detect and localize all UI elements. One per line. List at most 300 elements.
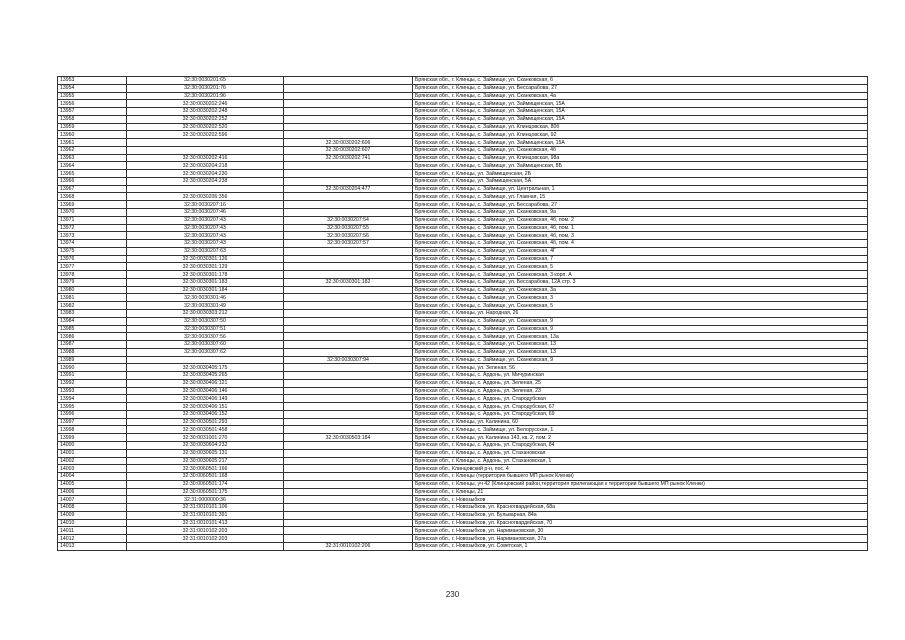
address-cell: Брянская обл., г. Клинцы, с. Займище, ул. Сканковская, 13 — [413, 348, 868, 356]
table-row — [58, 410, 868, 418]
cadastral-number-cell: 32:30:0030202:248 — [127, 108, 284, 116]
table-row — [58, 146, 868, 154]
table-row — [58, 379, 868, 387]
table-row — [58, 372, 868, 380]
cadastral-number-cell: 32:30:0030202:252 — [127, 115, 284, 123]
record-number-cell: 13999 — [58, 434, 127, 442]
address-cell: Брянская обл., г. Клинцы, с. Займище, ул. Сканковская, 5 — [413, 302, 868, 310]
record-number-cell: 13995 — [58, 403, 127, 411]
cadastral-number-cell: 32:30:0030501:458 — [127, 426, 284, 434]
address-cell: Брянская обл., г. Клинцы, с. Займище, ул. Бессарабова, 27 — [413, 84, 868, 92]
address-cell: Брянская обл., г. Новозыбков — [413, 496, 868, 504]
object-cadastral-number-cell — [284, 100, 413, 108]
record-number-cell: 14002 — [58, 457, 127, 465]
table-row — [58, 395, 868, 403]
object-cadastral-number-cell — [284, 372, 413, 380]
record-number-cell: 14010 — [58, 519, 127, 527]
record-number-cell: 13994 — [58, 395, 127, 403]
object-cadastral-number-cell — [284, 387, 413, 395]
cadastral-number-cell: 32:30:0030207:43 — [127, 232, 284, 240]
address-cell: Брянская обл., г. Клинцы, с. Займище, ул. Сканковская, 9 — [413, 325, 868, 333]
record-number-cell: 14009 — [58, 511, 127, 519]
address-cell: Брянская обл., г. Клинцы, с. Займище, ул. Займищенская, 15А — [413, 139, 868, 147]
table-row — [58, 542, 868, 550]
record-number-cell: 14007 — [58, 496, 127, 504]
record-number-cell: 13964 — [58, 162, 127, 170]
cadastral-number-cell: 32:30:0030307:50 — [127, 317, 284, 325]
object-cadastral-number-cell: 32:30:0030307:94 — [284, 356, 413, 364]
cadastral-number-cell: 32:30:0060501:166 — [127, 465, 284, 473]
table-row — [58, 177, 868, 185]
address-cell: Брянская обл., г. Клинцы, ул. Займищенская, 5А — [413, 177, 868, 185]
table-row — [58, 162, 868, 170]
object-cadastral-number-cell: 32:30:0030207:56 — [284, 232, 413, 240]
table-row — [58, 309, 868, 317]
record-number-cell: 13975 — [58, 247, 127, 255]
table-row — [58, 496, 868, 504]
record-number-cell: 14005 — [58, 480, 127, 488]
cadastral-number-cell: 32:30:0030605:217 — [127, 457, 284, 465]
object-cadastral-number-cell — [284, 170, 413, 178]
object-cadastral-number-cell — [284, 465, 413, 473]
record-number-cell: 13973 — [58, 232, 127, 240]
table-row — [58, 519, 868, 527]
cadastral-number-cell: 32:30:0030301:184 — [127, 286, 284, 294]
table-row — [58, 271, 868, 279]
cadastral-number-cell: 32:30:0030303:212 — [127, 309, 284, 317]
record-number-cell: 13968 — [58, 193, 127, 201]
record-number-cell: 13965 — [58, 170, 127, 178]
address-cell: Брянская обл., Клинцовский р-н, пос. 4 — [413, 465, 868, 473]
object-cadastral-number-cell: 32:30:0030207:54 — [284, 216, 413, 224]
cadastral-number-cell: 32:31:0010101:106 — [127, 504, 284, 512]
cadastral-number-cell: 32:31:0010102:203 — [127, 535, 284, 543]
cadastral-number-cell: 32:30:0030405:265 — [127, 372, 284, 380]
record-number-cell: 13977 — [58, 263, 127, 271]
table-row — [58, 465, 868, 473]
table-row — [58, 154, 868, 162]
object-cadastral-number-cell — [284, 348, 413, 356]
cadastral-number-cell: 32:30:0030301:126 — [127, 255, 284, 263]
record-number-cell: 13966 — [58, 177, 127, 185]
table-row — [58, 418, 868, 426]
record-number-cell: 14006 — [58, 488, 127, 496]
record-number-cell: 13956 — [58, 100, 127, 108]
registry-table — [57, 76, 868, 551]
object-cadastral-number-cell — [284, 108, 413, 116]
record-number-cell: 13972 — [58, 224, 127, 232]
cadastral-number-cell: 32:30:0030406:152 — [127, 410, 284, 418]
table-row — [58, 84, 868, 92]
record-number-cell: 13963 — [58, 154, 127, 162]
record-number-cell: 13998 — [58, 426, 127, 434]
cadastral-number-cell: 32:30:0030301:183 — [127, 278, 284, 286]
address-cell: Брянская обл., г. Клинцы, с. Займище, ул. Белорусская, 1 — [413, 426, 868, 434]
table-row — [58, 255, 868, 263]
cadastral-number-cell: 32:30:0030201:96 — [127, 92, 284, 100]
record-number-cell: 14003 — [58, 465, 127, 473]
table-row — [58, 77, 868, 85]
cadastral-number-cell: 32:30:0030201:65 — [127, 77, 284, 85]
cadastral-number-cell: 32:30:0030605:131 — [127, 449, 284, 457]
table-row — [58, 473, 868, 481]
record-number-cell: 14008 — [58, 504, 127, 512]
table-row — [58, 434, 868, 442]
address-cell: Брянская обл., г. Клинцы, с. Ардонь, ул. Зеленая, 23 — [413, 387, 868, 395]
table-row — [58, 488, 868, 496]
registry-table-container — [57, 76, 855, 551]
cadastral-number-cell: 32:30:0030301:178 — [127, 271, 284, 279]
address-cell: Брянская обл., г. Клинцы, с. Займище, ул. Сканковская, 5 — [413, 263, 868, 271]
record-number-cell: 13992 — [58, 379, 127, 387]
cadastral-number-cell: 32:30:0030501:293 — [127, 418, 284, 426]
table-row — [58, 123, 868, 131]
table-row — [58, 139, 868, 147]
address-cell: Брянская обл., г. Клинцы, с. Ардонь, ул. Зеленая, 25 — [413, 379, 868, 387]
table-row — [58, 108, 868, 116]
object-cadastral-number-cell — [284, 449, 413, 457]
cadastral-number-cell — [127, 139, 284, 147]
record-number-cell: 13979 — [58, 278, 127, 286]
address-cell: Брянская обл., г. Клинцы, с. Займище, ул. Сканковская, 9а — [413, 209, 868, 217]
record-number-cell: 13954 — [58, 84, 127, 92]
object-cadastral-number-cell — [284, 395, 413, 403]
address-cell: Брянская обл., г. Клинцы, с. Займище, ул. Клинцовская, 92 — [413, 131, 868, 139]
address-cell: Брянская обл., г. Клинцы, с. Займище, ул. Сканковская, 3 — [413, 294, 868, 302]
table-row — [58, 333, 868, 341]
table-row — [58, 364, 868, 372]
address-cell: Брянская обл., г. Клинцы, с. Займище, ул. Сканковская, 9 — [413, 356, 868, 364]
address-cell: Брянская обл., г. Клинцы, ул. Зеленая, 56 — [413, 364, 868, 372]
table-row — [58, 216, 868, 224]
address-cell: Брянская обл., г. Клинцы (территория бывшего МП рынок Кленки) — [413, 473, 868, 481]
object-cadastral-number-cell — [284, 496, 413, 504]
record-number-cell: 13985 — [58, 325, 127, 333]
address-cell: Брянская обл., г. Клинцы, с. Займище, ул. Сканковская, 4а — [413, 92, 868, 100]
address-cell: Брянская обл., г. Клинцы, уч 42 (Клинцовский район,территория прилегающая к территории бывшего МП рынок Кленки) — [413, 480, 868, 488]
cadastral-number-cell: 32:30:0030406:121 — [127, 379, 284, 387]
record-number-cell: 13987 — [58, 341, 127, 349]
object-cadastral-number-cell — [284, 209, 413, 217]
object-cadastral-number-cell: 32:30:0030202:607 — [284, 146, 413, 154]
table-row — [58, 317, 868, 325]
cadastral-number-cell — [127, 146, 284, 154]
address-cell: Брянская обл., г. Клинцы, с. Займище, ул. Главная, 15 — [413, 193, 868, 201]
object-cadastral-number-cell — [284, 527, 413, 535]
object-cadastral-number-cell — [284, 247, 413, 255]
table-row — [58, 348, 868, 356]
object-cadastral-number-cell — [284, 84, 413, 92]
object-cadastral-number-cell: 32:30:0030301:182 — [284, 278, 413, 286]
table-row — [58, 504, 868, 512]
record-number-cell: 14012 — [58, 535, 127, 543]
record-number-cell: 13982 — [58, 302, 127, 310]
table-row — [58, 441, 868, 449]
address-cell: Брянская обл., г. Клинцы, с. Займище, ул. Сканковская, 3 корп. А — [413, 271, 868, 279]
address-cell: Брянская обл., г. Клинцы, 21 — [413, 488, 868, 496]
cadastral-number-cell: 32:30:0030307:51 — [127, 325, 284, 333]
table-row — [58, 247, 868, 255]
object-cadastral-number-cell — [284, 480, 413, 488]
object-cadastral-number-cell — [284, 379, 413, 387]
cadastral-number-cell: 32:30:0060501:174 — [127, 480, 284, 488]
address-cell: Брянская обл., г. Клинцы, с. Займище, ул. Сканковская, 13 — [413, 341, 868, 349]
table-row — [58, 403, 868, 411]
object-cadastral-number-cell — [284, 473, 413, 481]
record-number-cell: 13962 — [58, 146, 127, 154]
object-cadastral-number-cell — [284, 418, 413, 426]
record-number-cell: 13960 — [58, 131, 127, 139]
object-cadastral-number-cell — [284, 364, 413, 372]
record-number-cell: 13974 — [58, 240, 127, 248]
address-cell: Брянская обл., г. Клинцы, с. Ардонь, ул. Стародубская — [413, 395, 868, 403]
table-row — [58, 92, 868, 100]
table-row — [58, 286, 868, 294]
object-cadastral-number-cell: 32:30:0030204:477 — [284, 185, 413, 193]
address-cell: Брянская обл., г. Клинцы, с. Ардонь, ул. Мичуринская — [413, 372, 868, 380]
cadastral-number-cell: 32:30:0030301:46 — [127, 294, 284, 302]
cadastral-number-cell: 32:31:0010101:413 — [127, 519, 284, 527]
address-cell: Брянская обл., г. Клинцы, с. Займище, ул. Займищенская, 8Б — [413, 162, 868, 170]
object-cadastral-number-cell — [284, 115, 413, 123]
cadastral-number-cell: 32:30:0060501:168 — [127, 473, 284, 481]
table-row — [58, 480, 868, 488]
cadastral-number-cell: 32:30:0030204:218 — [127, 162, 284, 170]
table-row — [58, 224, 868, 232]
address-cell: Брянская обл., г. Клинцы, с. Займище, ул. Сканковская, 9 — [413, 317, 868, 325]
record-number-cell: 13969 — [58, 201, 127, 209]
table-row — [58, 170, 868, 178]
address-cell: Брянская обл., г. Клинцы, с. Ардонь, ул. Стародубская, 69 — [413, 410, 868, 418]
address-cell: Брянская обл., г. Клинцы, с. Займище, ул. Сканковская, 13а — [413, 333, 868, 341]
cadastral-number-cell: 32:30:0031001:270 — [127, 434, 284, 442]
object-cadastral-number-cell — [284, 123, 413, 131]
record-number-cell: 13997 — [58, 418, 127, 426]
address-cell: Брянская обл., г. Клинцы, с. Займище, ул. Займищенская, 15А — [413, 115, 868, 123]
record-number-cell: 13990 — [58, 364, 127, 372]
object-cadastral-number-cell — [284, 201, 413, 209]
address-cell: Брянская обл., г. Клинцы, с. Займище, ул. Займищенская, 15А — [413, 100, 868, 108]
table-row — [58, 240, 868, 248]
address-cell: Брянская обл., г. Клинцы, с. Займище, ул. Сканковская, 4б, пом. 1 — [413, 224, 868, 232]
table-row — [58, 457, 868, 465]
cadastral-number-cell: 32:31:0000000:36 — [127, 496, 284, 504]
address-cell: Брянская обл., г. Клинцы, ул. Калинина, 60 — [413, 418, 868, 426]
table-row — [58, 356, 868, 364]
record-number-cell: 14000 — [58, 441, 127, 449]
cadastral-number-cell: 32:30:0030202:520 — [127, 123, 284, 131]
object-cadastral-number-cell — [284, 92, 413, 100]
table-row — [58, 278, 868, 286]
object-cadastral-number-cell: 32:30:0030207:57 — [284, 240, 413, 248]
object-cadastral-number-cell — [284, 263, 413, 271]
address-cell: Брянская обл., г. Клинцы, с. Займище, ул. Займищенская, 15А — [413, 108, 868, 116]
record-number-cell: 13978 — [58, 271, 127, 279]
address-cell: Брянская обл., г. Новозыбков, ул. Красногвардейская, 70 — [413, 519, 868, 527]
cadastral-number-cell — [127, 185, 284, 193]
table-row — [58, 527, 868, 535]
object-cadastral-number-cell — [284, 341, 413, 349]
object-cadastral-number-cell — [284, 511, 413, 519]
cadastral-number-cell: 32:30:0030207:43 — [127, 216, 284, 224]
record-number-cell: 13967 — [58, 185, 127, 193]
address-cell: Брянская обл., г. Клинцы, ул. Народная, 26 — [413, 309, 868, 317]
record-number-cell: 13957 — [58, 108, 127, 116]
address-cell: Брянская обл., г. Клинцы, с. Ардонь, ул. Стародубская, 84 — [413, 441, 868, 449]
cadastral-number-cell: 32:30:0030604:232 — [127, 441, 284, 449]
table-row — [58, 325, 868, 333]
cadastral-number-cell: 32:31:0010102:203 — [127, 527, 284, 535]
table-row — [58, 201, 868, 209]
address-cell: Брянская обл., г. Новозыбков, ул. Красногвардейская, 68а — [413, 504, 868, 512]
object-cadastral-number-cell — [284, 177, 413, 185]
cadastral-number-cell: 32:30:0030307:62 — [127, 348, 284, 356]
address-cell: Брянская обл., г. Новозыбков, ул. Советская, 1 — [413, 542, 868, 550]
record-number-cell: 13996 — [58, 410, 127, 418]
record-number-cell: 13983 — [58, 309, 127, 317]
object-cadastral-number-cell — [284, 302, 413, 310]
record-number-cell: 13989 — [58, 356, 127, 364]
cadastral-number-cell — [127, 542, 284, 550]
object-cadastral-number-cell: 32:30:0030202:606 — [284, 139, 413, 147]
object-cadastral-number-cell — [284, 457, 413, 465]
object-cadastral-number-cell — [284, 488, 413, 496]
cadastral-number-cell: 32:30:0030301:49 — [127, 302, 284, 310]
address-cell: Брянская обл., г. Клинцы, с. Займище, ул. Сканковская, 4б, пом. 2 — [413, 216, 868, 224]
address-cell: Брянская обл., г. Клинцы, с. Займище, ул. Сканковская, 4б, пом. 4 — [413, 240, 868, 248]
cadastral-number-cell: 32:30:0030207:43 — [127, 224, 284, 232]
table-row — [58, 449, 868, 457]
object-cadastral-number-cell: 32:30:0030503:184 — [284, 434, 413, 442]
table-row — [58, 185, 868, 193]
address-cell: Брянская обл., г. Клинцы, с. Займище, ул. Центральная, 1 — [413, 185, 868, 193]
record-number-cell: 14004 — [58, 473, 127, 481]
object-cadastral-number-cell — [284, 333, 413, 341]
address-cell: Брянская обл., г. Клинцы, с. Ардонь, ул. Стахановская — [413, 449, 868, 457]
table-row — [58, 263, 868, 271]
table-row — [58, 115, 868, 123]
object-cadastral-number-cell: 32:30:0030202:741 — [284, 154, 413, 162]
address-cell: Брянская обл., г. Клинцы, с. Ардонь, ул. Стародубская, 67 — [413, 403, 868, 411]
record-number-cell: 13955 — [58, 92, 127, 100]
record-number-cell: 13993 — [58, 387, 127, 395]
registry-table-body — [58, 77, 868, 551]
cadastral-number-cell: 32:30:0030207:43 — [127, 240, 284, 248]
address-cell: Брянская обл., г. Клинцы, с. Займище, ул. Сканковская, 6 — [413, 77, 868, 85]
object-cadastral-number-cell — [284, 271, 413, 279]
record-number-cell: 13988 — [58, 348, 127, 356]
address-cell: Брянская обл., г. Новозыбков, ул. Наримановская, 37а — [413, 535, 868, 543]
record-number-cell: 13958 — [58, 115, 127, 123]
cadastral-number-cell: 32:30:0030207:63 — [127, 247, 284, 255]
cadastral-number-cell: 32:30:0060501:175 — [127, 488, 284, 496]
cadastral-number-cell: 32:30:0030405:175 — [127, 364, 284, 372]
object-cadastral-number-cell — [284, 410, 413, 418]
record-number-cell: 14013 — [58, 542, 127, 550]
object-cadastral-number-cell — [284, 286, 413, 294]
table-row — [58, 302, 868, 310]
record-number-cell: 13981 — [58, 294, 127, 302]
cadastral-number-cell: 32:31:0010101:391 — [127, 511, 284, 519]
cadastral-number-cell: 32:30:0030206:356 — [127, 193, 284, 201]
table-row — [58, 232, 868, 240]
table-row — [58, 209, 868, 217]
record-number-cell: 13986 — [58, 333, 127, 341]
cadastral-number-cell: 32:30:0030204:230 — [127, 170, 284, 178]
table-row — [58, 511, 868, 519]
cadastral-number-cell: 32:30:0030406:151 — [127, 403, 284, 411]
address-cell: Брянская обл., г. Новозыбков, ул. Бульварная, 84а — [413, 511, 868, 519]
object-cadastral-number-cell — [284, 504, 413, 512]
object-cadastral-number-cell — [284, 294, 413, 302]
table-row — [58, 426, 868, 434]
address-cell: Брянская обл., г. Клинцы, с. Займище, ул. Сканковская, 7 — [413, 255, 868, 263]
object-cadastral-number-cell — [284, 309, 413, 317]
object-cadastral-number-cell — [284, 193, 413, 201]
cadastral-number-cell: 32:30:0030202:416 — [127, 154, 284, 162]
cadastral-number-cell: 32:30:0030406:146 — [127, 387, 284, 395]
table-row — [58, 131, 868, 139]
object-cadastral-number-cell — [284, 535, 413, 543]
object-cadastral-number-cell — [284, 131, 413, 139]
cadastral-number-cell: 32:30:0030207:16 — [127, 201, 284, 209]
record-number-cell: 13953 — [58, 77, 127, 85]
address-cell: Брянская обл., г. Клинцы, с. Займище, ул. Клинцовская, 80б — [413, 123, 868, 131]
object-cadastral-number-cell — [284, 403, 413, 411]
page-number: 230 — [445, 590, 460, 599]
address-cell: Брянская обл., г. Клинцы, с. Ардонь, ул. Стахановская, 1 — [413, 457, 868, 465]
cadastral-number-cell: 32:30:0030301:129 — [127, 263, 284, 271]
address-cell: Брянская обл., г. Клинцы, ул. Займищенская, 2Б — [413, 170, 868, 178]
table-row — [58, 387, 868, 395]
address-cell: Брянская обл., г. Клинцы, с. Займище, ул. Бессарабова, 12А стр. 3 — [413, 278, 868, 286]
record-number-cell: 13971 — [58, 216, 127, 224]
cadastral-number-cell: 32:30:0030307:56 — [127, 333, 284, 341]
object-cadastral-number-cell — [284, 255, 413, 263]
record-number-cell: 13984 — [58, 317, 127, 325]
cadastral-number-cell — [127, 356, 284, 364]
cadastral-number-cell: 32:30:0030202:596 — [127, 131, 284, 139]
cadastral-number-cell: 32:30:0030406:149 — [127, 395, 284, 403]
object-cadastral-number-cell — [284, 77, 413, 85]
address-cell: Брянская обл., г. Клинцы, с. Займище, ул. Клинцовская, 98а — [413, 154, 868, 162]
cadastral-number-cell: 32:30:0030201:76 — [127, 84, 284, 92]
cadastral-number-cell: 32:30:0030202:246 — [127, 100, 284, 108]
object-cadastral-number-cell — [284, 325, 413, 333]
object-cadastral-number-cell: 32:30:0030207:55 — [284, 224, 413, 232]
table-row — [58, 100, 868, 108]
address-cell: Брянская обл., г. Новозыбков, ул. Наримановская, 30 — [413, 527, 868, 535]
address-cell: Брянская обл., г. Клинцы, с. Займище, ул. Сканковская, 4б — [413, 146, 868, 154]
record-number-cell: 13991 — [58, 372, 127, 380]
record-number-cell: 13970 — [58, 209, 127, 217]
object-cadastral-number-cell — [284, 162, 413, 170]
object-cadastral-number-cell — [284, 441, 413, 449]
object-cadastral-number-cell — [284, 519, 413, 527]
cadastral-number-cell: 32:30:0030307:60 — [127, 341, 284, 349]
table-row — [58, 341, 868, 349]
cadastral-number-cell: 32:30:0030207:46 — [127, 209, 284, 217]
object-cadastral-number-cell — [284, 426, 413, 434]
record-number-cell: 14011 — [58, 527, 127, 535]
cadastral-number-cell: 32:30:0030204:238 — [127, 177, 284, 185]
record-number-cell: 13976 — [58, 255, 127, 263]
address-cell: Брянская обл., г. Клинцы, с. Займище, ул. Сканковская, 3а — [413, 286, 868, 294]
table-row — [58, 193, 868, 201]
table-row — [58, 294, 868, 302]
address-cell: Брянская обл., г. Клинцы, ул. Калинина 143, кв. 2, пом. 2 — [413, 434, 868, 442]
object-cadastral-number-cell — [284, 317, 413, 325]
